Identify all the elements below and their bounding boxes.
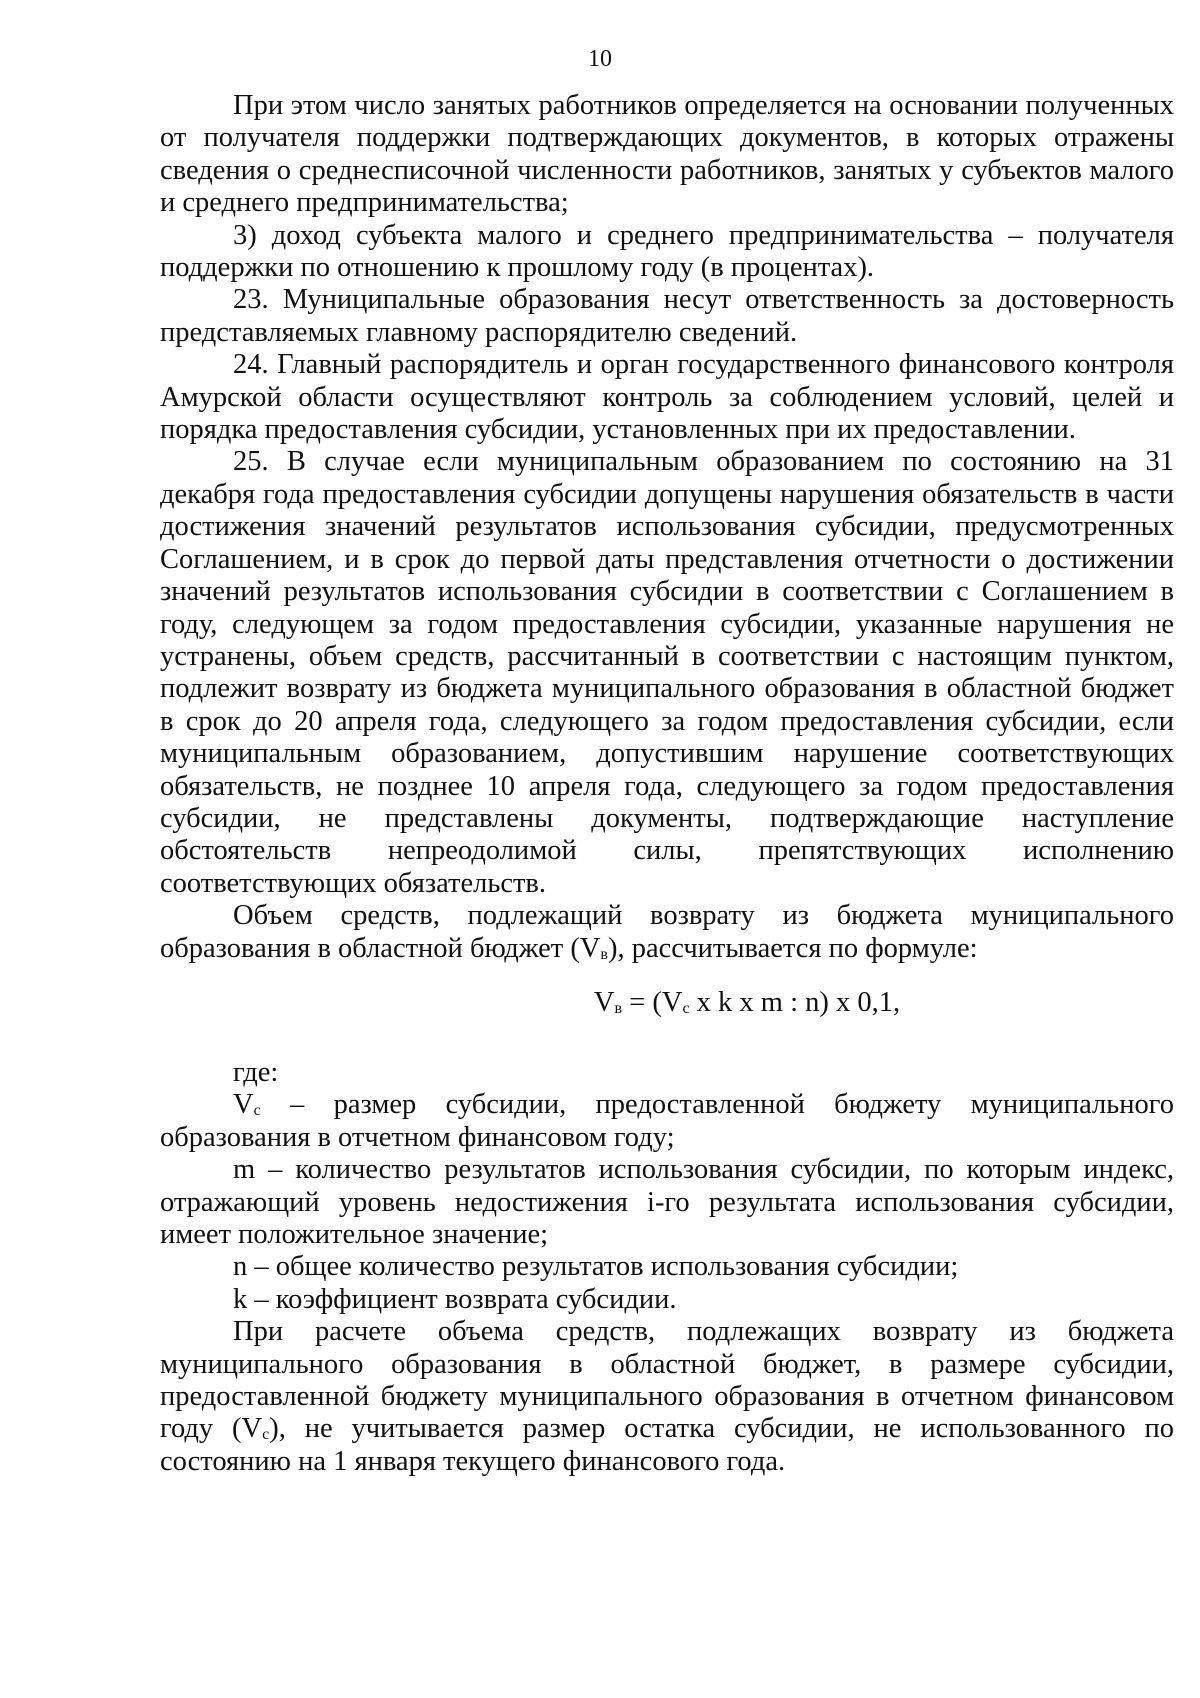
paragraph-25: 25. В случае если муниципальным образованием по состоянию на 31 декабря года предоставления субсидии допущены нарушения обязательств в части достижения значений результатов использования субсидии, предусмотренных Соглашением, и в срок до первой даты представления отчетности о достижении значений результатов использования субсидии в соответствии с Соглашением в году, следующем за годом предоставления субсидии, указанные нарушения не устранены, объем средств, рассчитанный в соответствии с настоящим пунктом, подлежит возврату из бюджета муниципального образования в областной бюджет в срок до 20 апреля года, следующего за годом предоставления субсидии, если муниципальным образованием, допустившим нарушение соответствующих обязательств, не позднее 10 апреля года, следующего за годом предоставления субсидии, не представлены документы, подтверждающие наступление обстоятельств непреодолимой силы, препятствующих исполнению соответствующих обязательств. — [160, 446, 1174, 899]
definition-vc — [160, 1089, 1174, 1154]
page-number: 10 — [588, 46, 612, 72]
definition-vc-sub: с — [253, 1102, 261, 1120]
paragraph-23: 23. Муниципальные образования несут ответственность за достоверность представляемых главному распорядителю сведений. — [160, 284, 1174, 348]
volume-intro-subscript: в — [600, 945, 608, 963]
formula-rest: x k x m : n) x 0,1, — [689, 986, 901, 1018]
definition-m: m – количество результатов использования субсидии, по которым индекс, отражающий уровень недостижения i-го результата использования субсидии, имеет положительное значение; — [160, 1154, 1174, 1250]
closing-subscript: с — [262, 1426, 270, 1444]
paragraph-closing — [160, 1316, 1174, 1478]
where-label: где: — [233, 1056, 279, 1088]
formula-lhs-var: V — [593, 986, 615, 1018]
paragraph-item-3-income: 3) доход субъекта малого и среднего предпринимательства – получателя поддержки по отношению к прошлому году (в процентах). — [160, 219, 1174, 284]
definition-vc-text: – размер субсидии, предоставленной бюджету муниципального образования в отчетном финансовом году; — [160, 1089, 1174, 1153]
volume-intro-text: Объем средств, подлежащий возврату из бюджета муниципального образования в областной бюджет (V — [160, 900, 1174, 964]
paragraph-24: 24. Главный распорядитель и орган государственного финансового контроля Амурской области осуществляют контроль за соблюдением условий, целей и порядка предоставления субсидии, установленных при их предоставлении. — [160, 349, 1174, 446]
paragraph-employees-count: При этом число занятых работников определяется на основании полученных от получателя поддержки подтверждающих документов, в которых отражены сведения о среднесписочной численности работников, занятых у субъектов малого и среднего предпринимательства; — [160, 90, 1174, 219]
document-body — [160, 90, 1174, 1478]
formula-mid-sub: с — [682, 999, 690, 1017]
definition-n: n – общее количество результатов использования субсидии; — [233, 1251, 959, 1283]
paragraph-volume-intro — [160, 900, 1174, 965]
definition-vc-var: V — [233, 1089, 254, 1121]
formula-mid: = (V — [622, 986, 683, 1018]
closing-tail: ), не учитывается размер остатка субсидии, не использованного по состоянию на 1 января текущего финансового года. — [160, 1413, 1174, 1477]
volume-intro-tail: ), рассчитывается по формуле: — [607, 932, 978, 964]
definition-k: k – коэффициент возврата субсидии. — [233, 1283, 677, 1315]
closing-text: При расчете объема средств, подлежащих возврату из бюджета муниципального образования в областной бюджет, в размере субсидии, предоставленной бюджету муниципального образования в отчетном финансовом году (V — [160, 1316, 1174, 1445]
return-formula — [160, 987, 1174, 1025]
formula-lhs-sub: в — [614, 999, 623, 1017]
